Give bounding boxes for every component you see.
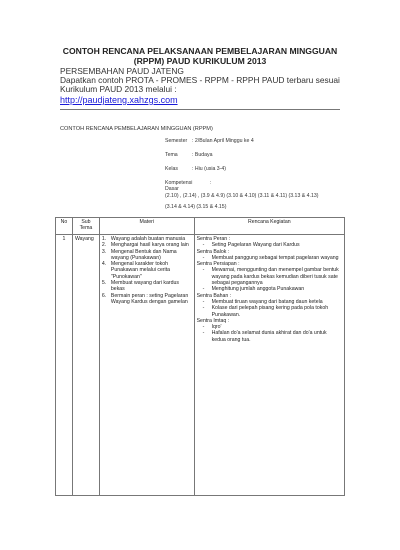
- materi-text: Bermain peran : seting Pagelaran Wayang Kardus dengan gamelan: [110, 292, 189, 305]
- meta-key: Kompetensi Dasar: [165, 180, 193, 192]
- cell-kegiatan: [194, 235, 344, 496]
- kd-line1: (2.10) , (2.14) , (3.9 & 4.9) (3.10 & 4.10) (3.11 & 4.11) (3.13 & 4.13): [165, 193, 319, 199]
- dash-bullet: -: [202, 254, 205, 261]
- dash-bullet: -: [202, 267, 205, 274]
- kegiatan-text: Seting Pagelaran Wayang dari Kardus: [211, 242, 300, 249]
- meta-value: : 2/Bulan April Minggu ke 4: [192, 138, 254, 144]
- materi-number: 1.: [101, 236, 107, 242]
- materi-item: [102, 249, 192, 262]
- materi-list: [102, 236, 192, 305]
- materi-text: Menghargai hasil karya orang lain: [110, 242, 189, 249]
- sentra-heading: Sentra Balok :: [196, 248, 230, 255]
- kegiatan-item: [197, 267, 342, 286]
- materi-text: Mengenal karakter tokoh Punakawan melalui cerita "Punokawan": [110, 261, 171, 280]
- subtitle: PERSEMBAHAN PAUD JATENG: [60, 66, 184, 76]
- cell-no: 1: [56, 235, 73, 496]
- materi-text: Membuat wayang dari kardus bekas: [110, 280, 179, 293]
- dash-bullet: -: [202, 242, 205, 249]
- dash-bullet: -: [202, 298, 205, 305]
- document-title-line1: CONTOH RENCANA PELAKSANAAN PEMBELAJARAN MINGGUAN: [62, 46, 338, 56]
- materi-number: 5.: [101, 280, 107, 287]
- cell-materi: [99, 235, 194, 496]
- materi-item: [102, 261, 192, 280]
- kegiatan-text: Mewarnai, menggunting dan menempel gambar bentuk wayang pada kardus bekas kemudian diberi tusuk sate sebagai pegangannya: [211, 267, 339, 287]
- kegiatan-text: Membuat panggung sebagai tempat pagelaran wayang: [211, 254, 339, 261]
- materi-text: Wayang adalah buatan manusia: [110, 236, 186, 242]
- materi-number: 3.: [101, 248, 107, 255]
- meta-key: Tema: [165, 152, 178, 158]
- table-row: [56, 235, 345, 496]
- header-materi: Materi: [99, 218, 194, 235]
- rppm-table: [55, 217, 345, 496]
- kd-line2: (3.14 & 4.14) (3.15 & 4.15): [165, 204, 227, 210]
- sentra-heading: Sentra Bahan :: [196, 292, 232, 299]
- kegiatan-text: Menghitung jumlah anggota Punakawan: [211, 286, 305, 293]
- kegiatan-item: [197, 330, 342, 343]
- kegiatan-text: Hafalan do'a selamat dunia akhirat dan do'a untuk kedua orang tua.: [211, 330, 327, 343]
- header-no: No: [56, 218, 73, 235]
- header-subtema: Sub Tema: [72, 218, 99, 235]
- kegiatan-text: Kolase dari pelepah pisang kering pada pola tokoh Punakawan.: [211, 305, 329, 318]
- website-link[interactable]: http://paudjateng.xahzgs.com: [60, 95, 178, 105]
- materi-item: [102, 280, 192, 293]
- sentra-heading: Sentra Peran :: [196, 236, 231, 242]
- divider: [60, 109, 340, 110]
- materi-number: 6.: [101, 292, 107, 299]
- meta-key: Kelas: [165, 166, 178, 172]
- document-title-line2: (RPPM) PAUD KURIKULUM 2013: [133, 56, 267, 66]
- sentra-heading: Sentra Imtaq :: [196, 317, 230, 324]
- dash-bullet: -: [202, 305, 205, 312]
- meta-key: Semester: [165, 138, 188, 144]
- meta-value: : Hiu (usia 3-4): [192, 166, 227, 172]
- kegiatan-text: Iqro': [211, 324, 222, 331]
- table-header-row: [56, 218, 345, 235]
- kegiatan-item: [197, 305, 342, 318]
- rppm-heading: CONTOH RENCANA PEMBELAJARAN MINGGUAN (RPPM): [60, 126, 213, 132]
- dash-bullet: -: [202, 286, 205, 293]
- intro-line2: Kurikulum PAUD 2013 melalui :: [60, 84, 177, 94]
- materi-number: 4.: [101, 261, 107, 268]
- sentra-heading: Sentra Persiapan :: [196, 261, 240, 268]
- materi-text: Mengenal Bentuk dan Nama wayang (Punakawan): [110, 248, 177, 261]
- meta-value: :: [210, 180, 212, 186]
- meta-value: : Budaya: [192, 152, 213, 158]
- header-kegiatan: Rencana Kegiatan: [194, 218, 344, 235]
- materi-item: [102, 293, 192, 306]
- kegiatan-list: [197, 236, 342, 343]
- materi-number: 2.: [101, 242, 107, 249]
- intro-line1: Dapatkan contoh PROTA - PROMES - RPPM - RPPH PAUD terbaru sesuai: [60, 75, 340, 85]
- dash-bullet: -: [202, 330, 205, 337]
- cell-subtema: Wayang: [72, 235, 99, 496]
- dash-bullet: -: [202, 324, 205, 331]
- kegiatan-text: Membuat tiruan wayang dari batang daun ketela: [211, 298, 323, 305]
